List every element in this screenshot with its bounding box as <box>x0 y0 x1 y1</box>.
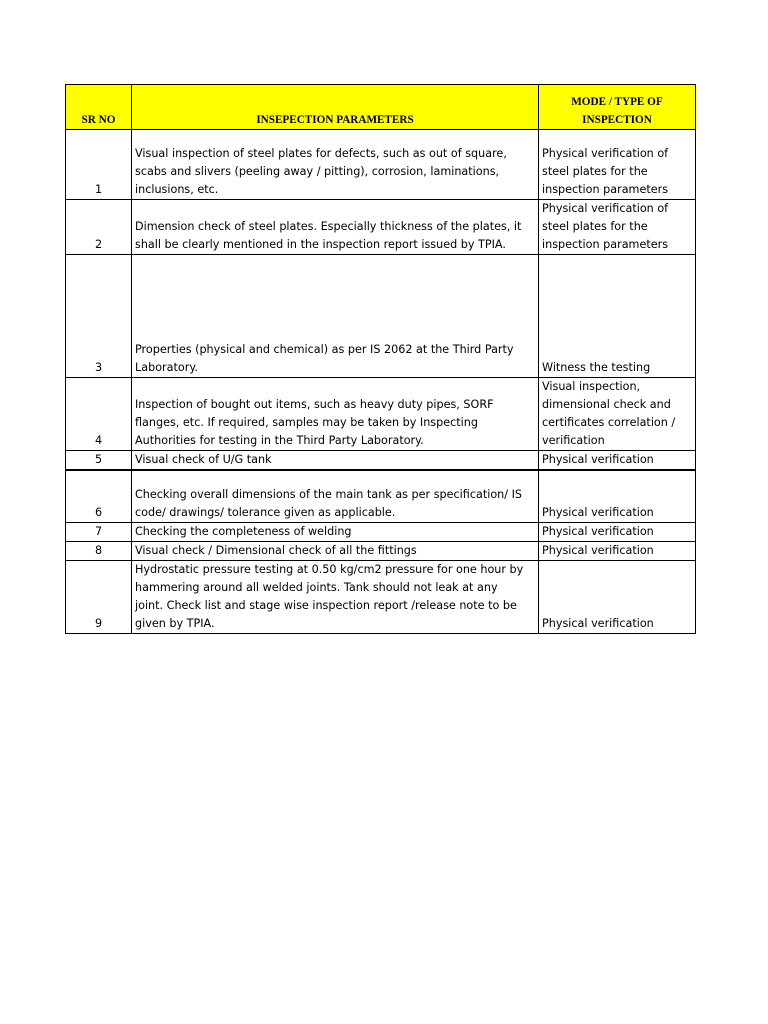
table-row <box>66 200 696 255</box>
sr-number: 1 <box>66 130 132 200</box>
inspection-mode: Physical verification <box>539 560 696 633</box>
sr-number: 8 <box>66 541 132 560</box>
inspection-parameter: Visual check of U/G tank <box>132 451 539 471</box>
inspection-mode: Physical verification of steel plates for the inspection parameters <box>539 130 696 200</box>
sr-number: 7 <box>66 522 132 541</box>
inspection-mode: Witness the testing <box>539 255 696 378</box>
inspection-table <box>65 84 696 634</box>
inspection-parameter: Dimension check of steel plates. Especially thickness of the plates, it shall be clearly mentioned in the inspection report issued by TPIA. <box>132 200 539 255</box>
table-row <box>66 470 696 522</box>
inspection-parameter: Checking the completeness of welding <box>132 522 539 541</box>
inspection-mode: Physical verification of steel plates for the inspection parameters <box>539 200 696 255</box>
inspection-mode: Physical verification <box>539 451 696 471</box>
inspection-mode: Physical verification <box>539 470 696 522</box>
inspection-parameter: Checking overall dimensions of the main tank as per specification/ IS code/ drawings/ tolerance given as applicable. <box>132 470 539 522</box>
header-inspection-parameters: INSEPECTION PARAMETERS <box>132 85 539 130</box>
inspection-mode: Physical verification <box>539 522 696 541</box>
inspection-mode: Visual inspection, dimensional check and certificates correlation / verification <box>539 378 696 451</box>
sr-number: 6 <box>66 470 132 522</box>
table-row <box>66 522 696 541</box>
table-row <box>66 255 696 378</box>
table-row <box>66 541 696 560</box>
sr-number: 9 <box>66 560 132 633</box>
header-sr-no: SR NO <box>66 85 132 130</box>
sr-number: 3 <box>66 255 132 378</box>
sr-number: 5 <box>66 451 132 471</box>
inspection-parameter: Hydrostatic pressure testing at 0.50 kg/cm2 pressure for one hour by hammering around all welded joints. Tank should not leak at any joint. Check list and stage wise inspection report /release note to be given by TPIA. <box>132 560 539 633</box>
table-row <box>66 560 696 633</box>
inspection-parameter: Visual inspection of steel plates for defects, such as out of square, scabs and slivers (peeling away / pitting), corrosion, laminations, inclusions, etc. <box>132 130 539 200</box>
sr-number: 4 <box>66 378 132 451</box>
table-row <box>66 451 696 471</box>
inspection-parameter: Visual check / Dimensional check of all the fittings <box>132 541 539 560</box>
header-mode-type: MODE / TYPE OF INSPECTION <box>539 85 696 130</box>
inspection-parameter: Properties (physical and chemical) as per IS 2062 at the Third Party Laboratory. <box>132 255 539 378</box>
table-row <box>66 130 696 200</box>
inspection-mode: Physical verification <box>539 541 696 560</box>
sr-number: 2 <box>66 200 132 255</box>
inspection-parameter: Inspection of bought out items, such as heavy duty pipes, SORF flanges, etc. If required, samples may be taken by Inspecting Authorities for testing in the Third Party Laboratory. <box>132 378 539 451</box>
table-row <box>66 378 696 451</box>
header-row <box>66 85 696 130</box>
